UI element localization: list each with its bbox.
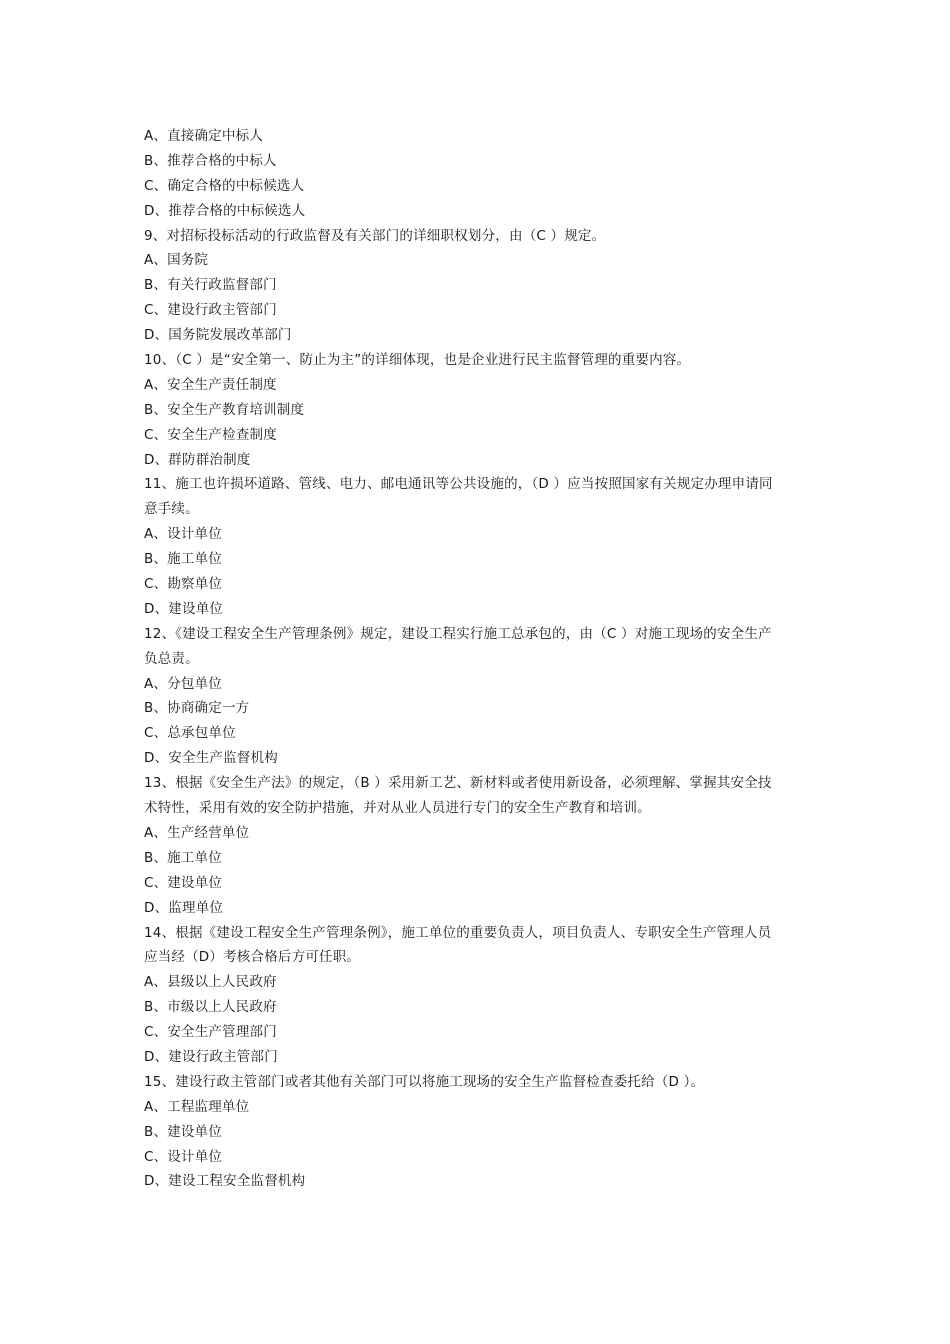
option-line: B、安全生产教育培训制度	[144, 401, 305, 418]
option-line: C、设计单位	[144, 1148, 223, 1165]
question-line-continued: 负总责。	[144, 650, 199, 667]
option-line: D、监理单位	[144, 899, 224, 916]
question-line: 11、施工也许损坏道路、管线、电力、邮电通讯等公共设施的，（D ）应当按照国家有关规定办理申请同	[144, 476, 773, 493]
document-body	[144, 124, 812, 1194]
option-line: D、建设单位	[144, 600, 224, 617]
question-line: 15、建设行政主管部门或者其他有关部门可以将施工现场的安全生产监督检查委托给（D ）。	[144, 1073, 705, 1090]
option-line: C、建设行政主管部门	[144, 302, 277, 319]
option-line: D、国务院发展改革部门	[144, 327, 292, 344]
option-line: B、建设单位	[144, 1123, 222, 1140]
option-line: A、县级以上人民政府	[144, 974, 277, 991]
option-line: C、确定合格的中标候选人	[144, 177, 305, 194]
question-line-continued: 术特性，采用有效的安全防护措施，并对从业人员进行专门的安全生产教育和培训。	[144, 800, 651, 817]
option-line: B、市级以上人民政府	[144, 999, 277, 1016]
option-line: A、安全生产责任制度	[144, 376, 277, 393]
option-line: A、分包单位	[144, 675, 222, 692]
option-line: A、直接确定中标人	[144, 128, 264, 144]
option-line: B、协商确定一方	[144, 700, 250, 717]
option-line: D、推荐合格的中标候选人	[144, 202, 306, 219]
question-line-continued: 应当经（D）考核合格后方可任职。	[144, 949, 361, 966]
option-line: B、施工单位	[144, 551, 222, 568]
option-line: C、安全生产管理部门	[144, 1024, 277, 1041]
option-line: A、国务院	[144, 252, 209, 269]
question-line: 9、对招标投标活动的行政监督及有关部门的详细职权划分，由（C ）规定。	[144, 227, 606, 244]
option-line: A、设计单位	[144, 526, 222, 543]
question-line: 12、《建设工程安全生产管理条例》规定，建设工程实行施工总承包的，由（C ）对施工现场的安全生产	[144, 625, 772, 642]
option-line: B、施工单位	[144, 849, 222, 866]
option-line: C、勘察单位	[144, 576, 223, 593]
option-line: D、建设行政主管部门	[144, 1048, 278, 1065]
question-line: 13、根据《安全生产法》的规定，（B ）采用新工艺、新材料或者使用新设备，必须理解、掌握其安全技	[144, 775, 772, 792]
option-line: D、安全生产监督机构	[144, 750, 278, 767]
option-line: A、生产经营单位	[144, 824, 250, 841]
question-line: 10、（C ）是“安全第一、防止为主”的详细体现，也是企业进行民主监督管理的重要内容。	[144, 352, 691, 369]
option-line: C、建设单位	[144, 874, 223, 891]
question-line-continued: 意手续。	[144, 501, 199, 518]
option-line: B、有关行政监督部门	[144, 277, 277, 294]
option-line: D、建设工程安全监督机构	[144, 1173, 306, 1190]
option-line: D、群防群治制度	[144, 451, 251, 468]
option-line: B、推荐合格的中标人	[144, 152, 277, 169]
option-line: C、安全生产检查制度	[144, 426, 277, 443]
option-line: A、工程监理单位	[144, 1098, 250, 1115]
option-line: C、总承包单位	[144, 725, 236, 742]
question-line: 14、根据《建设工程安全生产管理条例》，施工单位的重要负责人，项目负责人、专职安全生产管理人员	[144, 924, 772, 941]
